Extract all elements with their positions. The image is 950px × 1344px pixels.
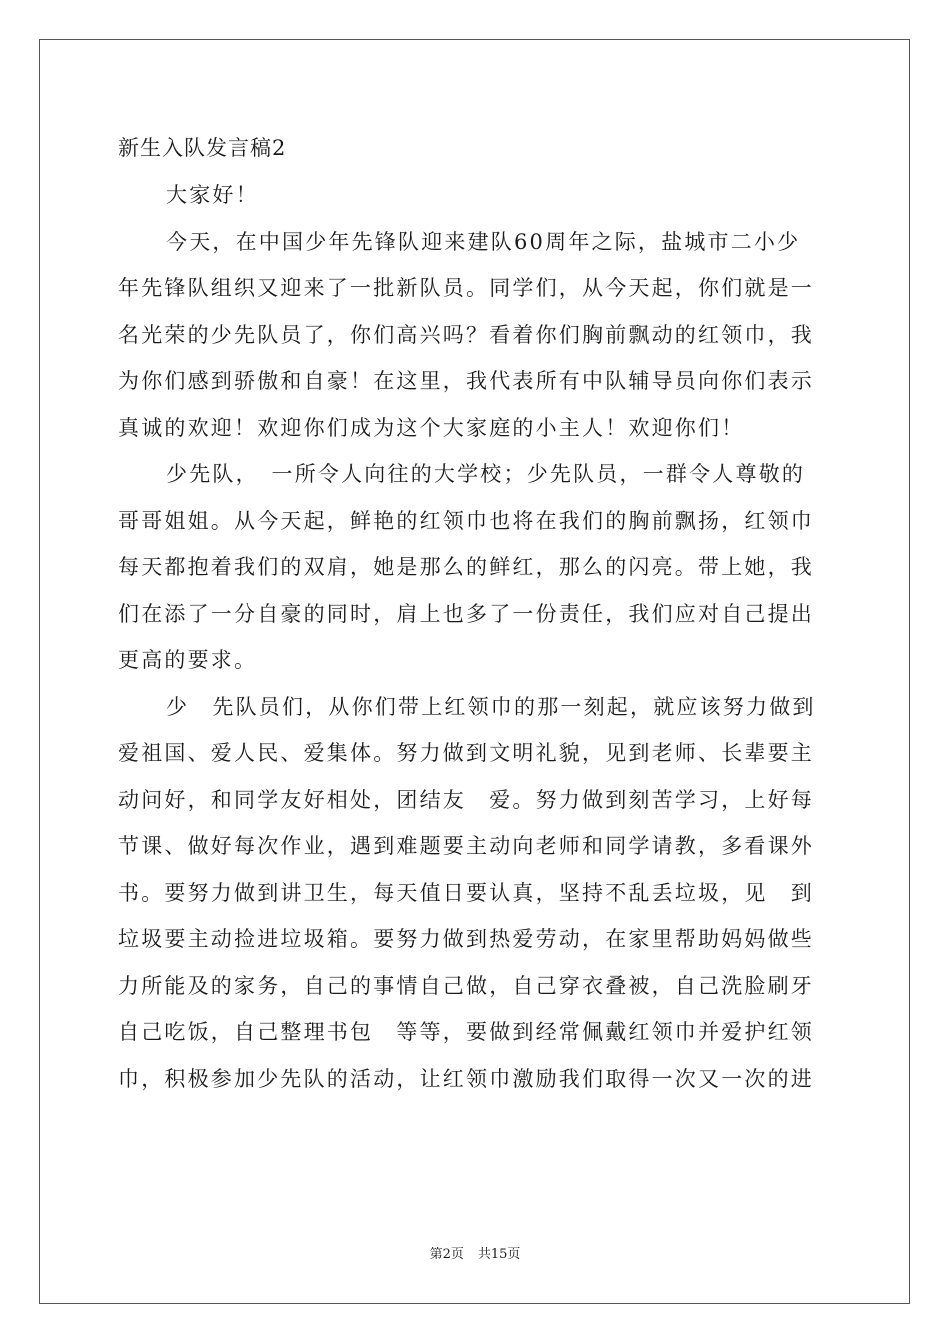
document-body	[118, 128, 834, 1102]
page-total: 共15页	[477, 1247, 521, 1262]
document-title: 新生入队发言稿2	[118, 136, 287, 160]
paragraph-line: 今天，在中国少年先锋队迎来建队60周年之际，盐城市二小少	[166, 229, 801, 254]
paragraph-line: 动问好，和同学友好相处，团结友 爱。努力做到刻苦学习，上好每	[118, 787, 814, 812]
paragraph-line: 力所能及的家务，自己的事情自己做，自己穿衣叠被，自己洗脸刷牙	[118, 973, 814, 998]
paragraph-line: 节课、做好每次作业，遇到难题要主动向老师和同学请教，多看课外	[118, 834, 814, 858]
paragraph-line: 书。要努力做到讲卫生，每天值日要认真，坚持不乱丢垃圾，见 到	[118, 880, 814, 905]
paragraph-2	[118, 451, 834, 684]
paragraph-line: 为你们感到骄傲和自豪！在这里，我代表所有中队辅导员向你们表示	[118, 369, 814, 393]
paragraph-line: 哥哥姐姐。从今天起，鲜艳的红领巾也将在我们的胸前飘扬，红领巾	[118, 508, 814, 533]
paragraph-line: 少 先队员们，从你们带上红领巾的那一刻起，就应该努力做到	[166, 694, 816, 719]
paragraph-line: 巾，积极参加少先队的活动，让红领巾激励我们取得一次又一次的进	[118, 1066, 814, 1091]
page-footer	[0, 1246, 950, 1264]
paragraph-line: 每天都抱着我们的双肩，她是那么的鲜红，那么的闪亮。带上她，我	[118, 555, 814, 579]
page-number: 第2页	[429, 1247, 464, 1262]
paragraph-line: 更高的要求。	[118, 648, 258, 672]
greeting-line: 大家好！	[166, 183, 259, 207]
paragraph-line: 爱祖国、爱人民、爱集体。努力做到文明礼貌，见到老师、长辈要主	[118, 741, 814, 765]
paragraph-1	[118, 219, 834, 452]
paragraph-line: 年先锋队组织又迎来了一批新队员。同学们，从今天起，你们就是一	[118, 276, 814, 300]
paragraph-line: 垃圾要主动捡进垃圾箱。要努力做到热爱劳动，在家里帮助妈妈做些	[118, 927, 814, 951]
greeting-paragraph	[118, 172, 834, 219]
paragraph-line: 真诚的欢迎！欢迎你们成为这个大家庭的小主人！欢迎你们！	[118, 415, 745, 440]
paragraph-line: 名光荣的少先队员了，你们高兴吗？看着你们胸前飘动的红领巾，我	[118, 322, 814, 347]
paragraph-line: 少先队， 一所令人向往的大学校；少先队员，一群令人尊敬的	[166, 462, 806, 486]
paragraph-3	[118, 684, 834, 1103]
paragraph-line: 自己吃饭，自己整理书包 等等，要做到经常佩戴红领巾并爱护红领	[118, 1020, 814, 1044]
paragraph-line: 们在添了一分自豪的同时，肩上也多了一份责任，我们应对自己提出	[118, 601, 814, 626]
